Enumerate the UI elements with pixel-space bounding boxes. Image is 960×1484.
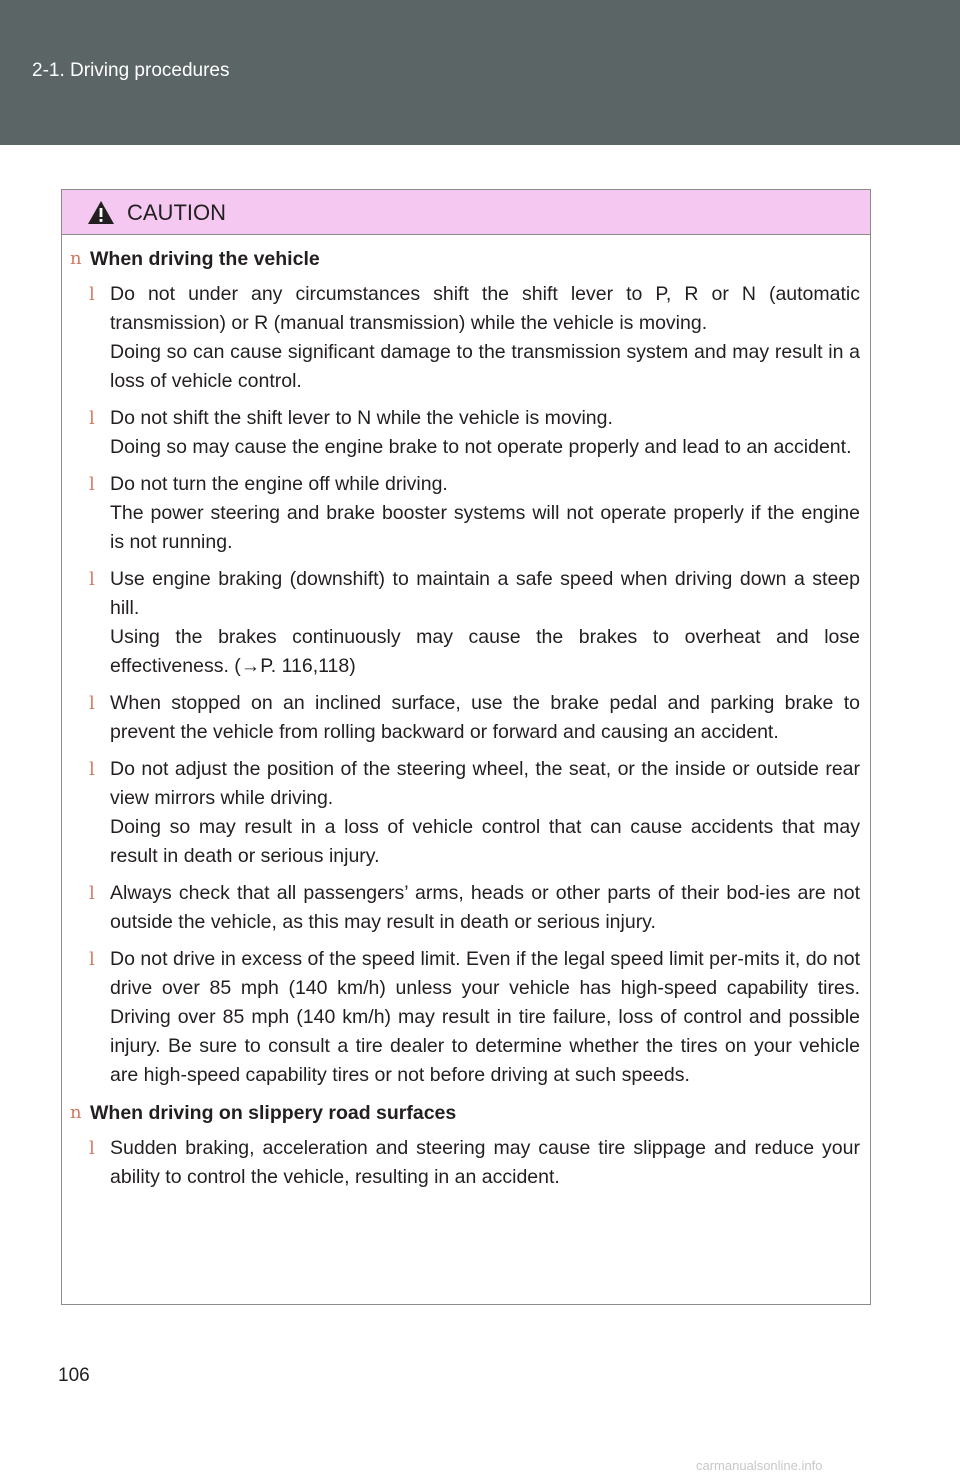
bullet-item [62, 755, 870, 871]
section-title: 2-1. Driving procedures [32, 60, 230, 81]
bullet-text: Do not shift the shift lever to N while the vehicle is moving. [110, 407, 613, 429]
bullet-item [62, 879, 870, 937]
bullet-item [62, 280, 870, 396]
page-header [0, 0, 960, 145]
bullet-item [62, 1134, 870, 1192]
bullet-marker-icon: l [89, 883, 95, 904]
bullet-marker-icon: l [89, 693, 95, 714]
bullet-marker-icon: l [89, 284, 95, 305]
bullet-item [62, 470, 870, 557]
caution-section [62, 244, 870, 1090]
section-marker-icon: n [70, 248, 82, 269]
bullet-text: When stopped on an inclined surface, use the brake pedal and parking brake to prevent the vehicle from rolling backward or forward and causing an accident. [110, 692, 860, 743]
bullet-text: Do not under any circumstances shift the shift lever to P, R or N (automatic transmission) or R (manual transmission) while the vehicle is moving. [110, 283, 860, 334]
bullet-text: Do not drive in excess of the speed limit. Even if the legal speed limit per-mits it, do not drive over 85 mph (140 km/h) unless your vehicle has high-speed capability tires. Driving over 85 mph (140 km/h) may result in tire failure, loss of control and possible injury. Be sure to consult a tire dealer to determine whether the tires on your vehicle are high-speed capability tires or not before driving at such speeds. [110, 948, 860, 1086]
section-marker-icon: n [70, 1102, 82, 1123]
bullet-marker-icon: l [89, 1138, 95, 1159]
section-heading-text: When driving on slippery road surfaces [90, 1102, 457, 1124]
caution-header [62, 190, 870, 235]
bullet-marker-icon: l [89, 569, 95, 590]
bullet-item [62, 689, 870, 747]
bullet-text: Using the brakes continuously may cause the brakes to overheat and lose effectiveness. (→P. 116,118) [110, 626, 860, 677]
bullet-item [62, 945, 870, 1090]
caution-section [62, 1098, 870, 1192]
watermark: carmanualsonline.info [696, 1458, 823, 1473]
bullet-marker-icon: l [89, 408, 95, 429]
caution-content [62, 244, 870, 1200]
bullet-text: Do not adjust the position of the steering wheel, the seat, or the inside or outside rear view mirrors while driving. [110, 758, 860, 809]
section-heading-text: When driving the vehicle [90, 248, 320, 270]
bullet-item [62, 404, 870, 462]
bullet-marker-icon: l [89, 474, 95, 495]
page-number: 106 [58, 1365, 90, 1386]
bullet-item [62, 565, 870, 681]
caution-label: CAUTION [127, 200, 226, 225]
bullet-text: Always check that all passengers’ arms, heads or other parts of their bod-ies are not outside the vehicle, as this may result in death or serious injury. [110, 882, 860, 933]
warning-triangle-icon [87, 200, 115, 225]
bullet-text: Sudden braking, acceleration and steering may cause tire slippage and reduce your ability to control the vehicle, resulting in an accident. [110, 1137, 860, 1188]
section-heading [62, 244, 870, 274]
bullet-text: Doing so may result in a loss of vehicle control that can cause accidents that may result in death or serious injury. [110, 816, 860, 867]
bullet-text: Doing so may cause the engine brake to not operate properly and lead to an accident. [110, 436, 852, 458]
caution-box [61, 189, 871, 1305]
bullet-marker-icon: l [89, 759, 95, 780]
bullet-text: Do not turn the engine off while driving. [110, 473, 448, 495]
bullet-text: Doing so can cause significant damage to the transmission system and may result in a loss of vehicle control. [110, 341, 860, 392]
bullet-text: The power steering and brake booster systems will not operate properly if the engine is not running. [110, 502, 860, 553]
bullet-text: Use engine braking (downshift) to maintain a safe speed when driving down a steep hill. [110, 568, 860, 619]
section-heading [62, 1098, 870, 1128]
bullet-marker-icon: l [89, 949, 95, 970]
